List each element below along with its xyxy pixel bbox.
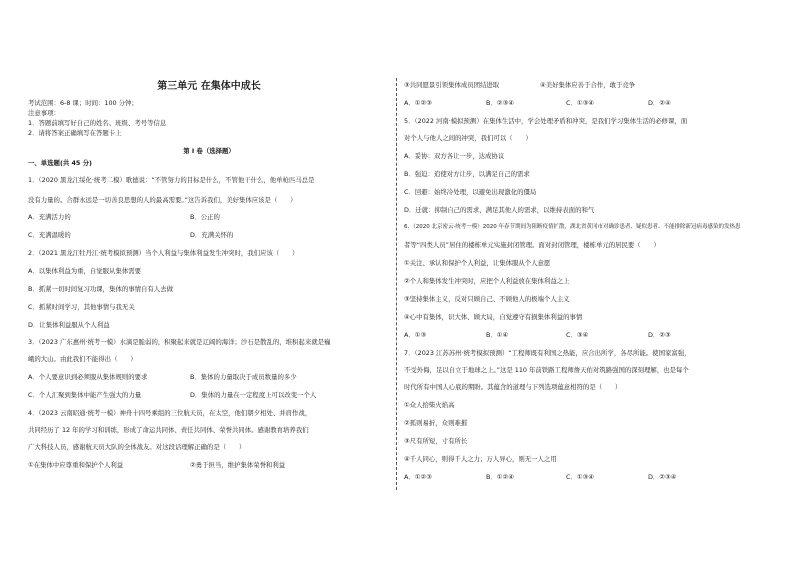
question-4-statement-1: ①在集体中应尊重和保护个人利益 bbox=[28, 461, 124, 469]
question-7-line-1: 7．（2023 江苏苏州·统考模拟预测）“工程师既有利国之热能，应合出所学，各尽所能。使国家富强， bbox=[404, 349, 691, 357]
question-7-statement-1: ①众人拾柴火焰高 bbox=[404, 401, 455, 409]
question-4-line-2: 共同经历了 12 年的学习和训练，形成了命运共同体、责任共同体、荣誉共同体。感谢教育培养我们 bbox=[28, 426, 309, 434]
question-6-statement-4: ④心中有集体，识大体、顾大局，自觉遵守有损集体利益的事情 bbox=[404, 313, 583, 321]
question-5-option-d: D．迁就：抑制自己的需求，满足其他人的需求，以维持表面的和气 bbox=[404, 206, 595, 214]
question-6-option-b: B．①④ bbox=[486, 331, 509, 339]
question-7-option-c: C．①③④ bbox=[566, 473, 595, 481]
question-6-statement-2: ②个人和集体发生冲突时，应把个人利益放在集体利益之上 bbox=[404, 277, 570, 285]
question-6-option-a: A．①③ bbox=[404, 331, 427, 339]
question-7-option-a: A．①②③ bbox=[404, 473, 432, 481]
question-3-option-c: C．个人汇聚到集体中能产生强大的力量 bbox=[28, 391, 142, 399]
page-title: 第三单元 在集体中成长 bbox=[157, 81, 261, 92]
question-6-statement-1: ①关注、承认和保护个人利益，让集体服从个人意愿 bbox=[404, 259, 551, 267]
question-7-statement-4: ④千人同心，则得千人之力；万人异心，则无一人之用 bbox=[404, 455, 557, 463]
question-1-line-1: 1．（2020 黑龙江绥化·统考二模）歌德说：“不管努力的目标是什么，不管他干什么，他单枪匹马总是 bbox=[28, 176, 315, 184]
question-4-option-c: C．①③④ bbox=[566, 99, 595, 107]
notice-item-2: 2．请将答案正确填写在答题卡上 bbox=[28, 129, 122, 137]
question-7-line-3: 时代所有中国人心底的期盼。其蕴含的道理与下列选项蕴意相符的是（ ） bbox=[404, 383, 622, 391]
question-2-option-c: C．抓紧时间学习，其他事情与我无关 bbox=[28, 303, 135, 311]
question-5-line-2: 对个人与他人之间的冲突，我们可以（ ） bbox=[404, 134, 532, 142]
question-4-option-d: D．②④ bbox=[648, 99, 671, 107]
question-1-option-a: A．充满活力的 bbox=[28, 213, 71, 221]
question-4-statement-2: ②勇于担当，维护集体荣誉和利益 bbox=[190, 461, 286, 469]
question-3-line-2: 峨的大山。由此我们不能得出（ ） bbox=[28, 355, 137, 363]
question-1-line-2: 没有力量的。合群永远是一切善良思想的人的最高需要。”这告诉我们，美好集体应该是（ ） bbox=[28, 196, 297, 204]
question-7-statement-2: ②孤则易折，众则难摧 bbox=[404, 419, 468, 427]
question-7-option-d: D．②③④ bbox=[648, 473, 677, 481]
column-divider bbox=[396, 78, 397, 490]
question-2-option-a: A．以集体利益为重，自觉服从集体需要 bbox=[28, 267, 142, 275]
question-6-line-1: 6．（2020 北京密云·统考一模）2020 年春节期间为阻断疫情扩散，湖北省黄冈市对确诊患者、疑似患者、不能排除新冠病毒感染的发热患 bbox=[404, 224, 741, 230]
question-7-line-2: 不受外侮，足以自立于地球之上。”这是 110 年前铁路工程师詹天佑对筑路强国的深刻理解，也是每个 bbox=[404, 366, 689, 374]
question-5-line-1: 5．（2022 河南·模拟预测）在集体生活中，学会处理矛盾和冲突，是我们学习集体生活的必修课，面 bbox=[404, 117, 688, 125]
question-2-option-b: B．抓紧一切时间复习功课，集体的事情自有人去做 bbox=[28, 285, 173, 293]
section-title: 第 I 卷（选择题） bbox=[183, 147, 235, 155]
question-2-stem: 2．（2021 黑龙江牡丹江·统考模拟预测）当个人利益与集体利益发生冲突时，我们应该（ ） bbox=[28, 249, 299, 257]
left-column bbox=[28, 0, 390, 561]
question-1-option-c: C．充满温暖的 bbox=[28, 231, 71, 239]
exam-scope: 考试范围：6-8 课；时间：100 分钟； bbox=[28, 99, 138, 107]
question-3-option-b: B．集体的力量取决于成员数量的多少 bbox=[190, 373, 297, 381]
question-4-statement-3: ③共同愿景引领集体成员团结进取 bbox=[404, 81, 500, 89]
part-header: 一、单选题(共 45 分) bbox=[28, 159, 92, 167]
question-1-option-b: B．公正的 bbox=[190, 213, 220, 221]
question-2-option-d: D．让集体利益服从个人利益 bbox=[28, 321, 110, 329]
notice-header: 注意事项： bbox=[28, 109, 60, 117]
question-7-statement-3: ③尺有所短，寸有所长 bbox=[404, 437, 468, 445]
question-3-option-a: A．个人要意识到必须服从集体规则的要求 bbox=[28, 373, 148, 381]
right-column bbox=[404, 0, 766, 561]
question-3-option-d: D．集体的力量在一定程度上可以改变一个人 bbox=[190, 391, 317, 399]
question-1-option-d: D．充满关怀的 bbox=[190, 231, 234, 239]
question-6-option-d: D．②③ bbox=[648, 331, 671, 339]
question-4-statement-4: ④美好集体应善于合作，敢于竞争 bbox=[540, 81, 636, 89]
question-4-line-1: 4．（2023 云南昭通·统考一模）神舟十四号乘组的三位航天员，在太空，他们朝夕相处、并肩作战， bbox=[28, 409, 312, 417]
question-6-option-c: C．③④ bbox=[566, 331, 589, 339]
notice-item-1: 1．答题前填写好自己的姓名、班级、考号等信息 bbox=[28, 119, 167, 127]
question-7-option-b: B．①②④ bbox=[486, 473, 514, 481]
question-3-line-1: 3．（2023 广东惠州·统考一模）水滴是脆弱的，积聚起来就是辽阔的海洋；沙石是散乱的，堆积起来就是巍 bbox=[28, 338, 331, 346]
question-5-option-c: C．回避：始终冷处理，以避免出现激化的僵局 bbox=[404, 188, 537, 196]
question-4-line-3: 广大科技人员，感谢航天员大队的全体战友。对这段话理解正确的是（ ） bbox=[28, 443, 246, 451]
question-4-option-a: A．①②③ bbox=[404, 99, 432, 107]
question-5-option-a: A．妥协：双方各让一步，达成协议 bbox=[404, 152, 505, 160]
question-6-statement-3: ③坚持集体主义，反对只顾自己、不顾他人的极端个人主义 bbox=[404, 295, 570, 303]
question-6-line-2: 者等“四类人员”居住的楼栋单元实施封闭管理。面对封闭管理，楼栋单元的居民要（ ） bbox=[404, 241, 660, 249]
question-5-option-b: B．强迫：追使对方让步，以满足自己的需求 bbox=[404, 170, 530, 178]
question-4-option-b: B．②③④ bbox=[486, 99, 514, 107]
